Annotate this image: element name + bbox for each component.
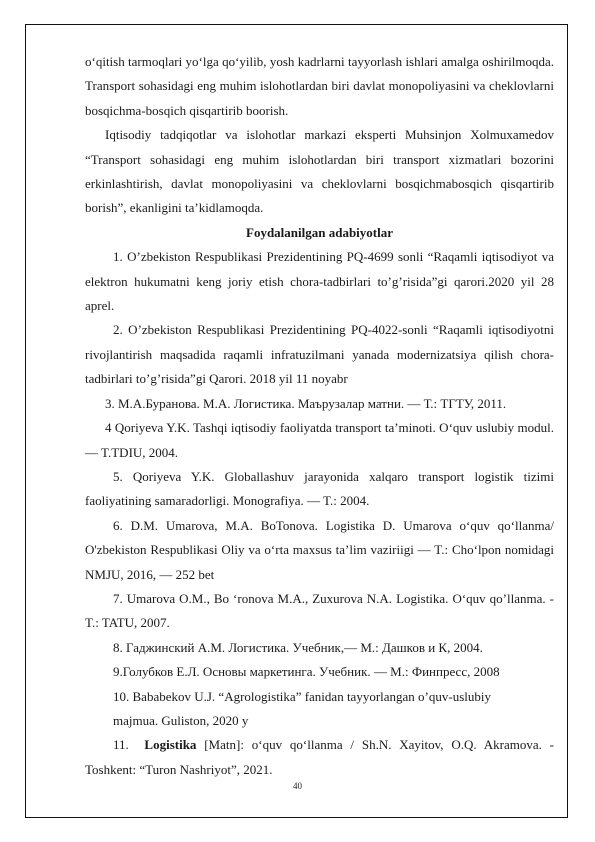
body-paragraph-2: Iqtisodiy tadqiqotlar va islohotlar markazi eksperti Muhsinjon Xolmuxamedov “Transport sohasidagi eng muhim islohotlardan biri transport xizmatlari bozorini erkinlashtirish, davlat monopoliyasini va cheklovlarni bosqichmabosqich qisqartirib borish”, ekanligini ta’kidlamoqda. (85, 127, 554, 216)
reference-item-11 (85, 733, 554, 782)
reference-item-11-number: 11. (113, 737, 129, 753)
reference-item-10: 10. Bababekov U.J. “Agrologistika” fanidan tayyorlangan o’quv-uslubiy (113, 688, 491, 704)
reference-item-7: 7. Umarova O.M., Bo ‘ronova M.A., Zuxurova N.A. Logistika. O‘quv qo’llanma. - T.: TATU, 2007. (85, 590, 554, 631)
reference-item-3: 3. М.А.Буранова. М.А. Логистика. Маърузалар матни. — Т.: ТГТУ, 2011. (105, 395, 507, 411)
reference-item-6: 6. D.M. Umarova, M.A. BoTonova. Logistika D. Umarova o‘quv qo‘llanma/ O'zbekiston Respublikasi Oliy va o‘rta maxsus ta’lim vaziriigi — T.: Cho‘lpon nomidagi NMJU, 2016, — 252 bet (85, 517, 554, 582)
reference-item-1: 1. O’zbekiston Respublikasi Prezidentining PQ-4699 sonli “Raqamli iqtisodiyot va elektron hukumatni keng joriy etish chora-tadbirlari to’g’risida”gi qarori.2020 yil 28 aprel. (85, 249, 554, 314)
reference-item-11-details: [Matn]: o‘quv qo‘llanma / Sh.N. Xayitov, O.Q. Akramova. - Toshkent: “Turon Nashriyot”, 2021. (85, 737, 554, 777)
reference-item-9: 9.Голубков Е.Л. Основы маркетинга. Учебник. — М.: Финпресс, 2008 (113, 664, 500, 680)
reference-item-2: 2. O’zbekiston Respublikasi Prezidentining PQ-4022-sonli “Raqamli iqtisodiyotni rivojlantirish maqsadida raqamli infratuzilmani yanada modernizatsiya qilish chora-tadbirlari to’g’risida”gi Qarori. 2018 yil 11 noyabr (85, 322, 554, 387)
page-number: 40 (293, 781, 302, 791)
references-heading: Foydalanilgan adabiyotlar (246, 224, 393, 240)
reference-item-11-title: Logistika (144, 737, 197, 753)
reference-item-5: 5. Qoriyeva Y.K. Globallashuv jarayonida xalqaro transport logistik tizimi faoliyatining samaradorligi. Monografiya. — T.: 2004. (85, 468, 554, 509)
reference-item-10-continued: majmua. Guliston, 2020 y (113, 712, 249, 728)
body-paragraph-1: o‘qitish tarmoqlari yo‘lga qo‘yilib, yosh kadrlarni tayyorlash ishlari amalga oshirilmoqda. Transport sohasidagi eng muhim islohotlardan biri davlat monopoliyasini va cheklovlarni bosqichma-bosqich qisqartirib boorish. (85, 54, 554, 118)
reference-item-4: 4 Qoriyeva Y.K. Tashqi iqtisodiy faoliyatda transport ta’minoti. O‘quv uslubiy modul. — T.TDIU, 2004. (85, 420, 554, 460)
document-body (85, 50, 554, 782)
reference-item-8: 8. Гаджинский А.М. Логистика. Учебник,— М.: Дашков и К, 2004. (113, 639, 483, 655)
